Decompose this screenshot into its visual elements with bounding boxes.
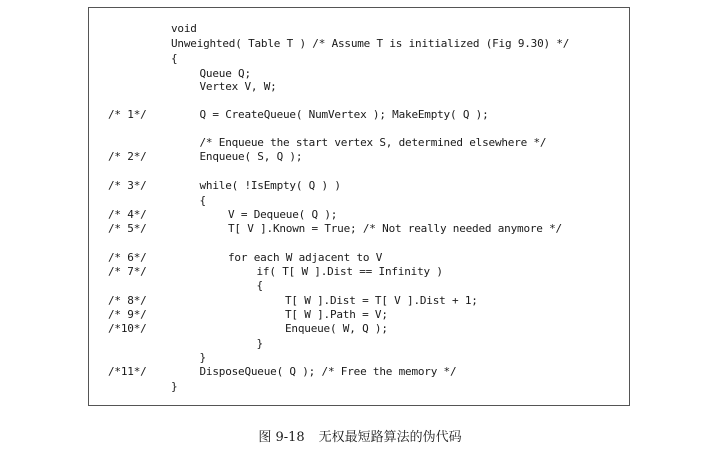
code-line bbox=[89, 67, 629, 81]
line-number-label: /* 4*/ bbox=[108, 208, 147, 221]
line-code-text: } bbox=[256, 337, 263, 350]
code-line bbox=[89, 108, 629, 122]
line-number-label: /* 1*/ bbox=[108, 108, 147, 121]
code-line bbox=[89, 322, 629, 336]
code-line bbox=[89, 251, 629, 265]
line-code-text: { bbox=[171, 52, 178, 65]
code-line bbox=[89, 194, 629, 208]
line-number-label: /* 9*/ bbox=[108, 308, 147, 321]
line-code-text: { bbox=[256, 279, 263, 292]
code-line bbox=[89, 351, 629, 365]
line-number-label: /*10*/ bbox=[108, 322, 147, 335]
figure-number: 图 9-18 bbox=[258, 430, 305, 445]
code-line bbox=[89, 37, 629, 51]
line-code-text: Enqueue( S, Q ); bbox=[199, 150, 303, 163]
line-number-label: /* 2*/ bbox=[108, 150, 147, 163]
code-line bbox=[89, 222, 629, 236]
line-code-text: } bbox=[171, 380, 178, 393]
line-code-text: Unweighted( Table T ) /* Assume T is initialized (Fig 9.30) */ bbox=[171, 37, 570, 50]
code-line bbox=[89, 380, 629, 394]
line-code-text: Enqueue( W, Q ); bbox=[285, 322, 388, 335]
line-number-label: /* 5*/ bbox=[108, 222, 147, 235]
line-code-text: T[ V ].Known = True; /* Not really needed anymore */ bbox=[228, 222, 562, 235]
code-line bbox=[89, 365, 629, 379]
line-code-text: if( T[ W ].Dist == Infinity ) bbox=[256, 265, 443, 278]
line-number-label: /* 3*/ bbox=[108, 179, 147, 192]
line-code-text: void bbox=[171, 22, 197, 35]
line-code-text: while( !IsEmpty( Q ) ) bbox=[199, 179, 341, 192]
line-number-label: /*11*/ bbox=[108, 365, 147, 378]
line-number-label: /* 7*/ bbox=[108, 265, 147, 278]
code-line bbox=[89, 308, 629, 322]
code-line bbox=[89, 136, 629, 150]
code-listing-frame bbox=[88, 7, 630, 406]
code-line bbox=[89, 80, 629, 94]
line-code-text: T[ W ].Path = V; bbox=[285, 308, 388, 321]
code-line bbox=[89, 294, 629, 308]
line-code-text: DisposeQueue( Q ); /* Free the memory */ bbox=[199, 365, 457, 378]
code-line bbox=[89, 52, 629, 66]
line-number-label: /* 6*/ bbox=[108, 251, 147, 264]
code-line bbox=[89, 150, 629, 164]
figure-caption bbox=[0, 426, 720, 445]
code-line bbox=[89, 208, 629, 222]
line-code-text: Q = CreateQueue( NumVertex ); MakeEmpty( Q ); bbox=[199, 108, 489, 121]
line-number-label: /* 8*/ bbox=[108, 294, 147, 307]
code-line bbox=[89, 265, 629, 279]
line-code-text: V = Dequeue( Q ); bbox=[228, 208, 338, 221]
code-line bbox=[89, 279, 629, 293]
line-code-text: } bbox=[199, 351, 206, 364]
line-code-text: { bbox=[199, 194, 206, 207]
code-line bbox=[89, 22, 629, 36]
line-code-text: for each W adjacent to V bbox=[228, 251, 383, 264]
line-code-text: /* Enqueue the start vertex S, determined elsewhere */ bbox=[199, 136, 547, 149]
line-code-text: Queue Q; bbox=[199, 67, 251, 80]
line-code-text: T[ W ].Dist = T[ V ].Dist + 1; bbox=[285, 294, 478, 307]
code-line bbox=[89, 337, 629, 351]
code-line bbox=[89, 179, 629, 193]
figure-title: 无权最短路算法的伪代码 bbox=[318, 430, 462, 445]
line-code-text: Vertex V, W; bbox=[199, 80, 277, 93]
